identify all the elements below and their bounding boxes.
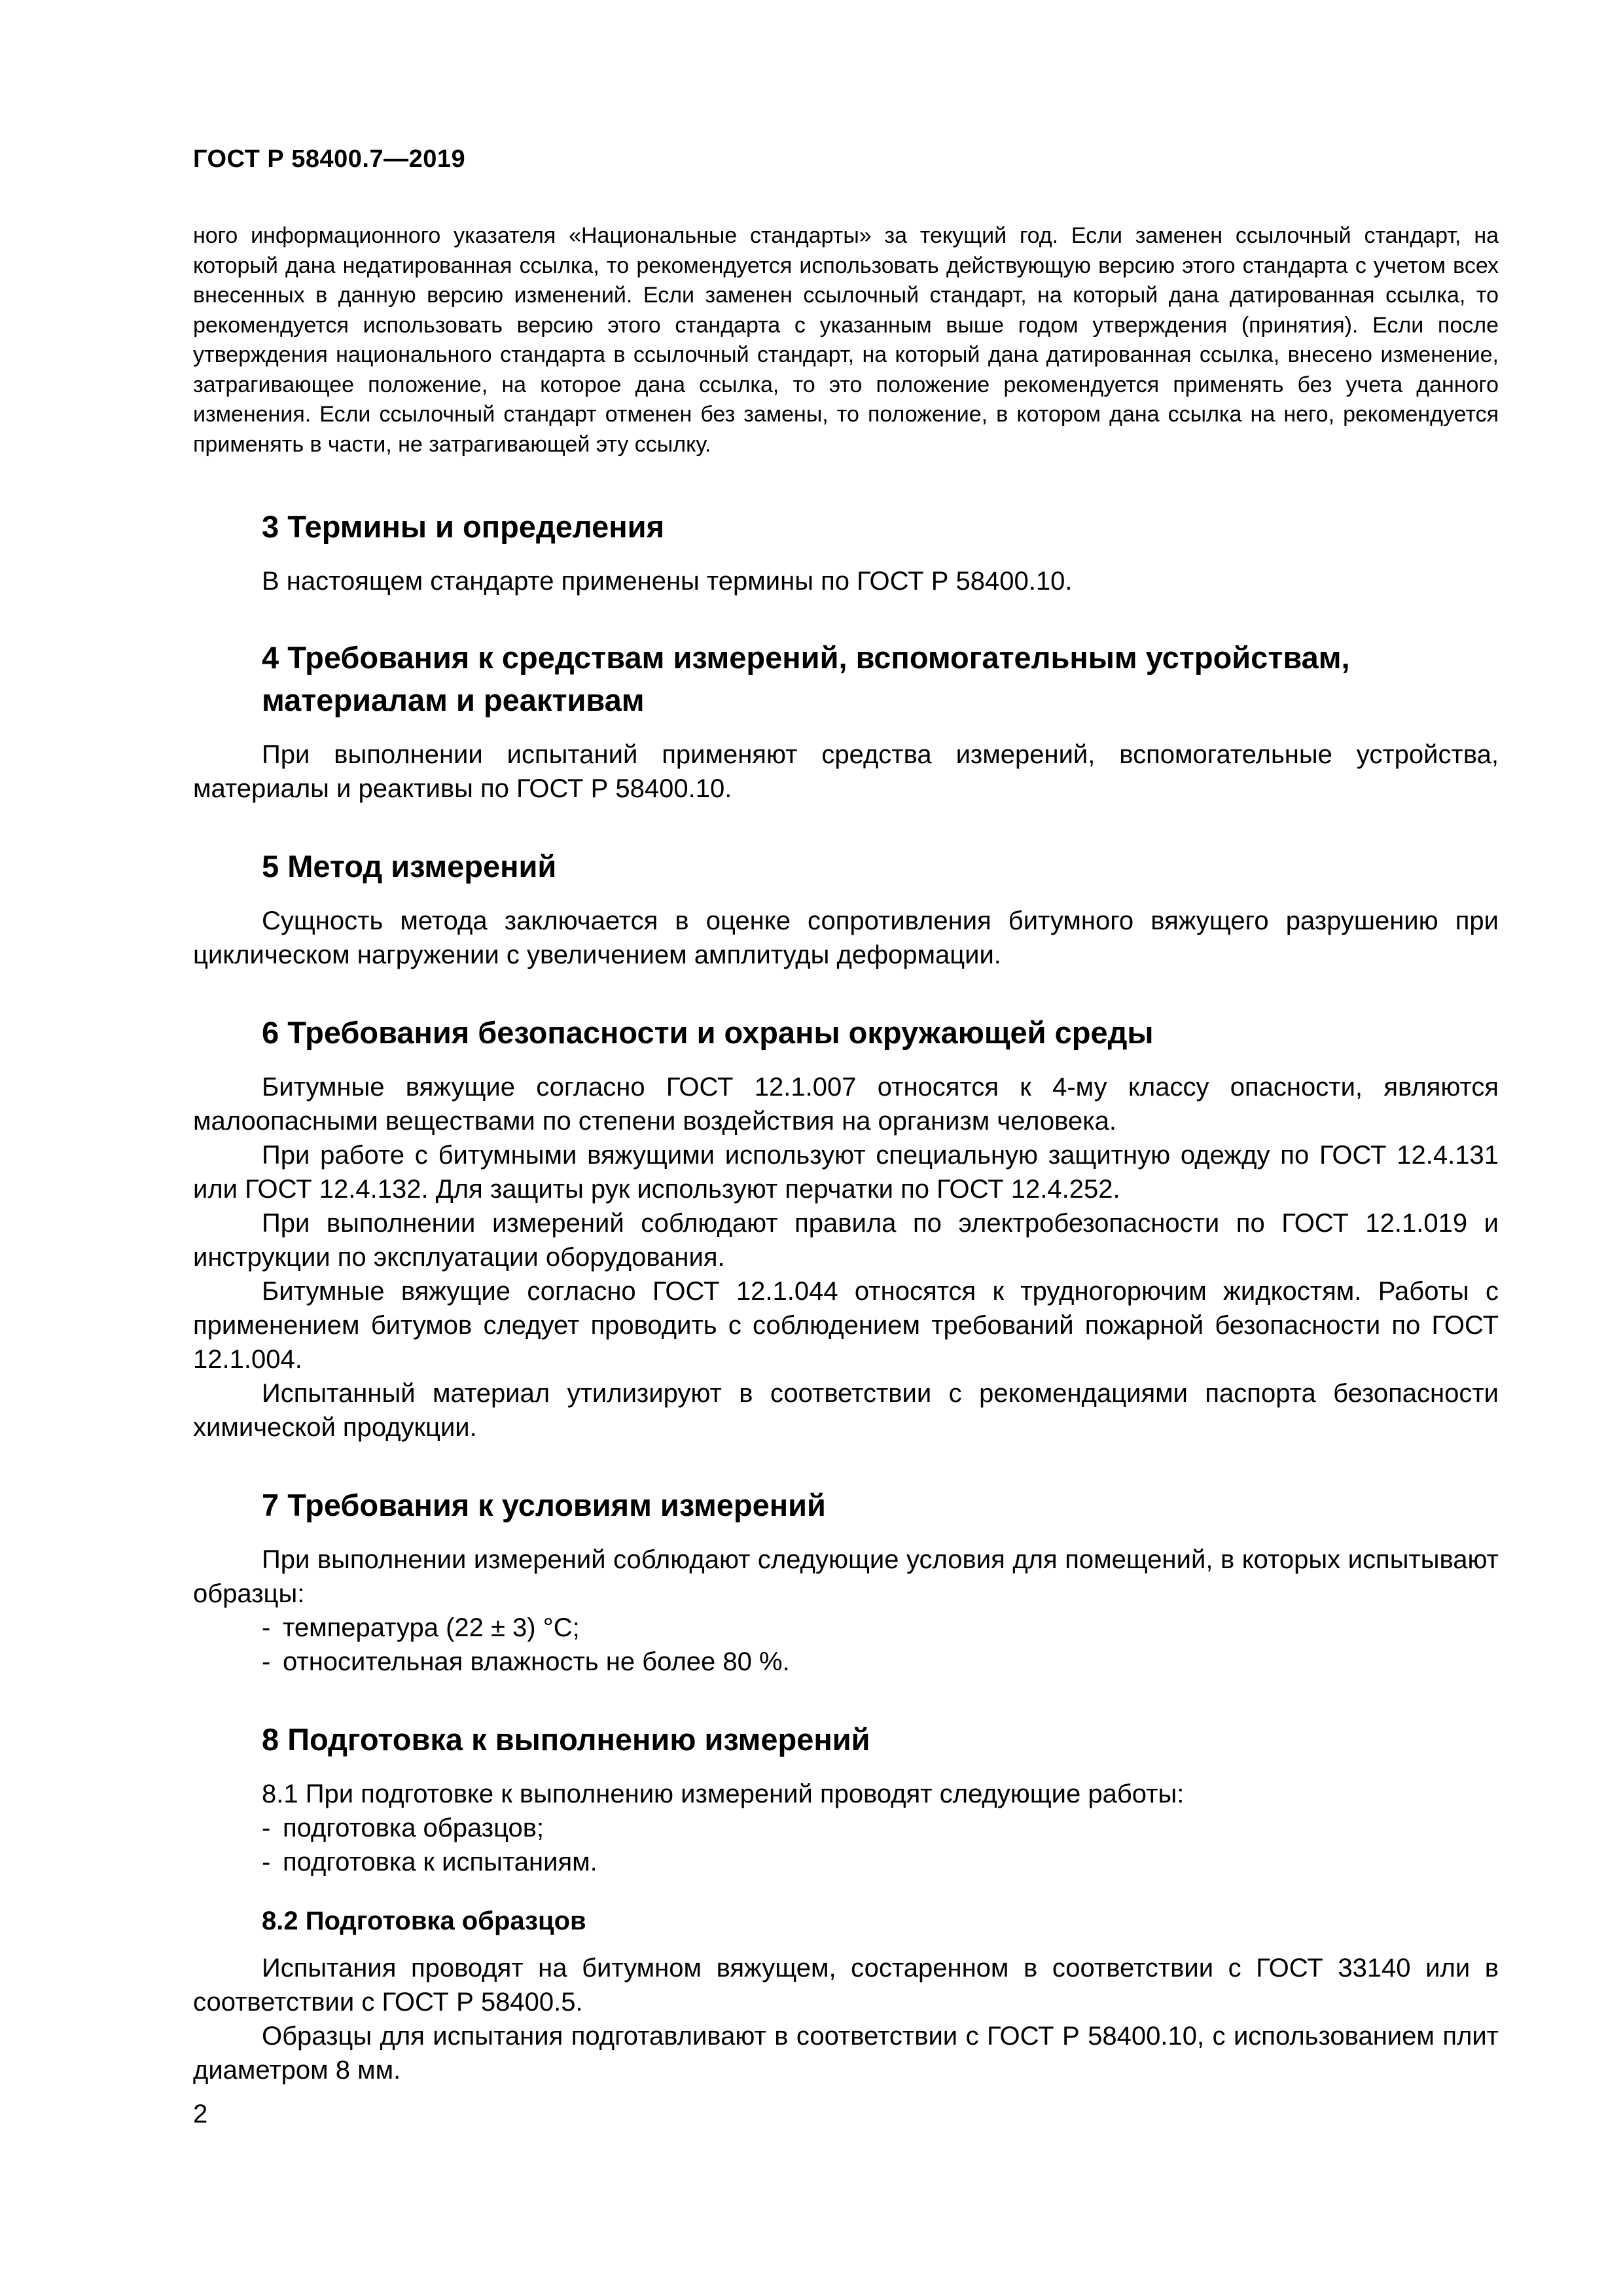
section-8-title: 8 Подготовка к выполнению измерений	[262, 1722, 870, 1757]
list-item: - подготовка к испытаниям.	[262, 1848, 597, 1876]
list-item: - подготовка образцов;	[262, 1814, 544, 1842]
list-item: - температура (22 ± 3) °С;	[262, 1613, 580, 1642]
section-8-works-list	[193, 1811, 1499, 1879]
section-6-paragraph-1: Битумные вяжущие согласно ГОСТ 12.1.007 относятся к 4-му классу опасности, являются малоопасными веществами по степени воздействия на организм человека.	[193, 1073, 1499, 1136]
section-6-paragraph-2: При работе с битумными вяжущими используют специальную защитную одежду по ГОСТ 12.4.131 или ГОСТ 12.4.132. Для защиты рук используют перчатки по ГОСТ 12.4.252.	[193, 1141, 1499, 1204]
section-6-paragraph-5: Испытанный материал утилизируют в соответствии с рекомендациями паспорта безопасности химической продукции.	[193, 1379, 1499, 1442]
document-body	[193, 221, 1499, 2087]
section-4-title: 4 Требования к средствам измерений, вспомогательным устройствам, материалам и реактивам	[262, 640, 1350, 717]
section-7-text: При выполнении измерений соблюдают следующие условия для помещений, в которых испытывают образцы:	[193, 1545, 1499, 1608]
section-3-title: 3 Термины и определения	[262, 509, 664, 544]
section-5-title: 5 Метод измерений	[262, 849, 557, 884]
section-7-title: 7 Требования к условиям измерений	[262, 1488, 826, 1522]
section-8-2-paragraph-2: Образцы для испытания подготавливают в соответствии с ГОСТ Р 58400.10, с использованием плит диаметром 8 мм.	[193, 2022, 1499, 2085]
page-number: 2	[193, 2100, 208, 2128]
section-6-title: 6 Требования безопасности и охраны окружающей среды	[262, 1015, 1154, 1050]
section-8-1-text: 8.1 При подготовке к выполнению измерений проводят следующие работы:	[262, 1780, 1185, 1808]
document-id-header: ГОСТ Р 58400.7—2019	[193, 145, 466, 173]
list-item: - относительная влажность не более 80 %.	[262, 1647, 790, 1676]
section-8-2-title: 8.2 Подготовка образцов	[262, 1907, 586, 1935]
section-6-paragraph-3: При выполнении измерений соблюдают правила по электробезопасности по ГОСТ 12.1.019 и инструкции по эксплуатации оборудования.	[193, 1209, 1499, 1272]
section-6-paragraph-4: Битумные вяжущие согласно ГОСТ 12.1.044 относятся к трудногорючим жидкостям. Работы с применением битумов следует проводить с соблюдением требований пожарной безопасности по ГОСТ 12.1.004.	[193, 1277, 1499, 1374]
section-3-text: В настоящем стандарте применены термины по ГОСТ Р 58400.10.	[262, 567, 1073, 596]
intro-paragraph: ного информационного указателя «Национальные стандарты» за текущий год. Если заменен ссылочный стандарт, на который дана недатированная ссылка, то рекомендуется использовать действующую версию этого стандарта с учетом всех внесенных в данную версию изменений. Если заменен ссылочный стандарт, на который дана датированная ссылка, то рекомендуется использовать версию этого стандарта с указанным выше годом утверждения (принятия). Если после утверждения национального стандарта в ссылочный стандарт, на который дана датированная ссылка, внесено изменение, затрагивающее положение, на которое дана ссылка, то это положение рекомендуется применять без учета данного изменения. Если ссылочный стандарт отменен без замены, то положение, в котором дана ссылка на него, рекомендуется применять в части, не затрагивающей эту ссылку.	[193, 223, 1499, 457]
section-4-text: При выполнении испытаний применяют средства измерений, вспомогательные устройства, материалы и реактивы по ГОСТ Р 58400.10.	[193, 740, 1499, 803]
section-7-conditions-list	[193, 1611, 1499, 1679]
section-5-text: Сущность метода заключается в оценке сопротивления битумного вяжущего разрушению при циклическом нагружении с увеличением амплитуды деформации.	[193, 906, 1499, 969]
section-8-2-paragraph-1: Испытания проводят на битумном вяжущем, состаренном в соответствии с ГОСТ 33140 или в соответствии с ГОСТ Р 58400.5.	[193, 1954, 1499, 2017]
